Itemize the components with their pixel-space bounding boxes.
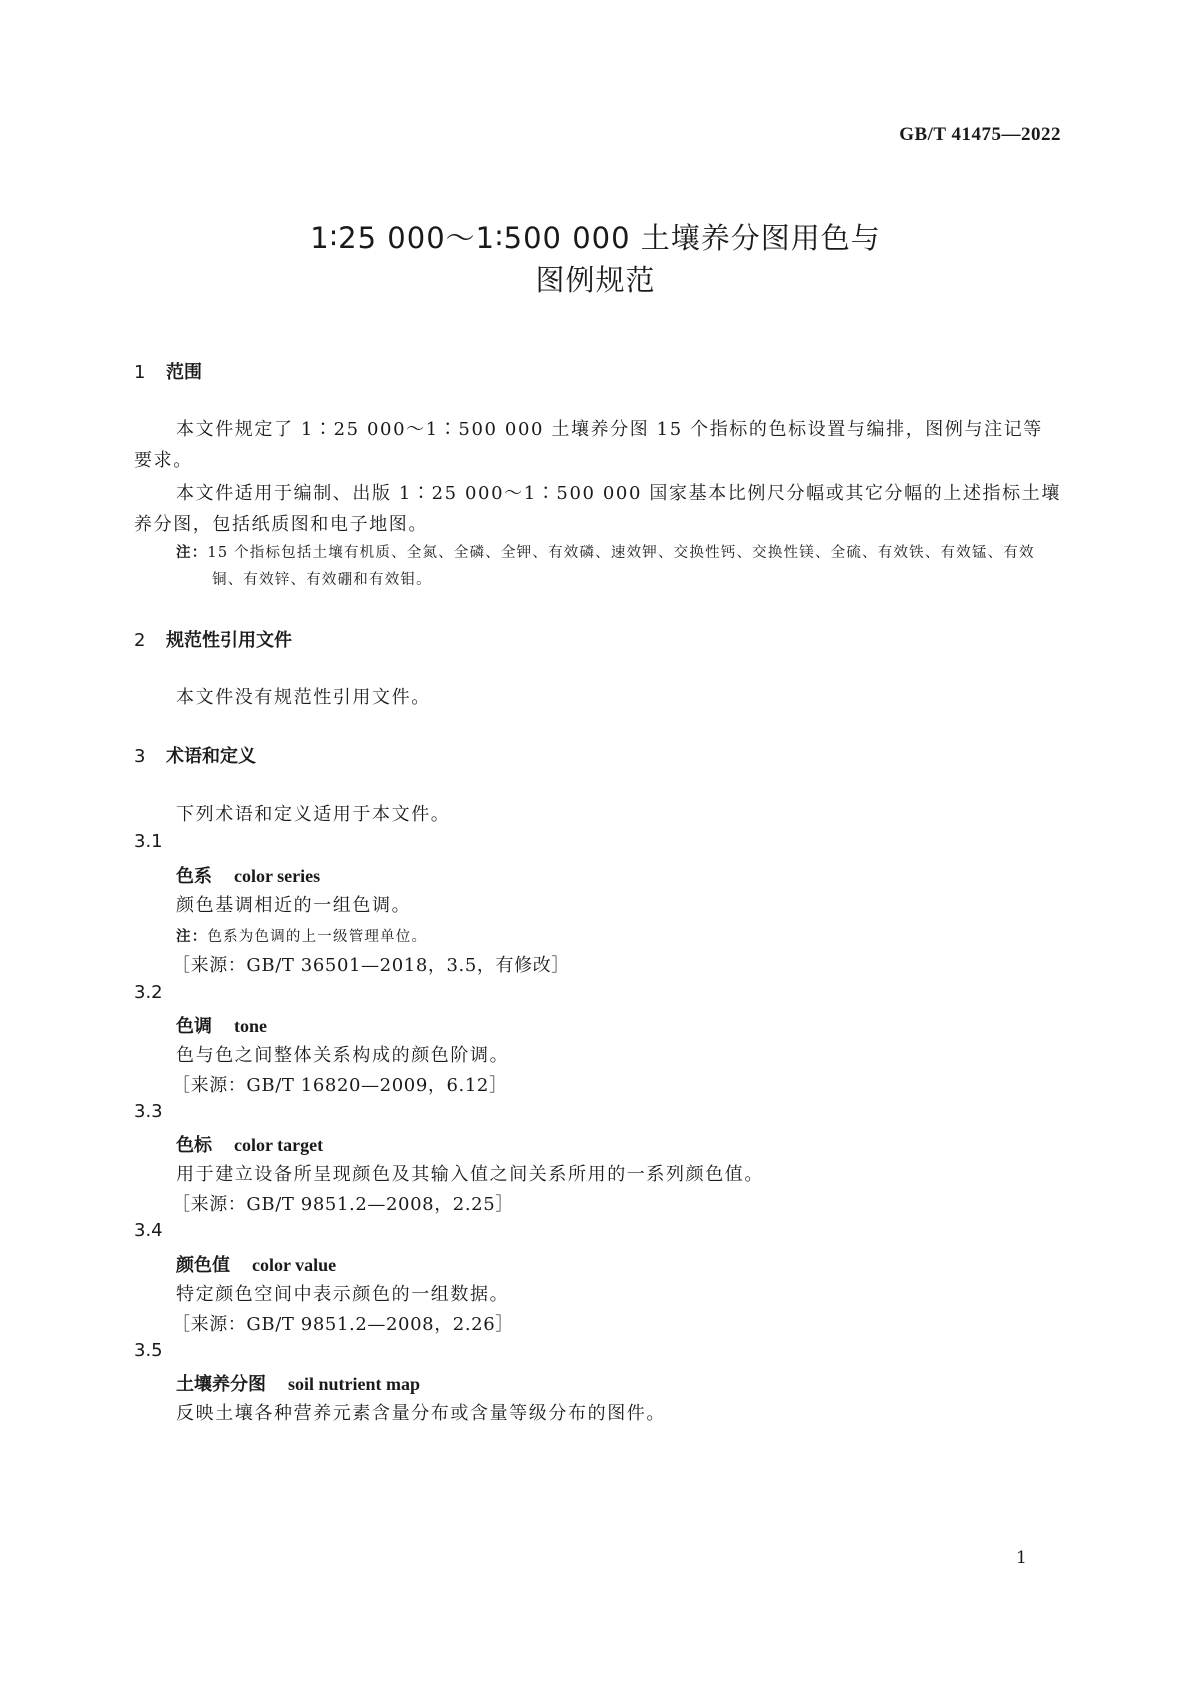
section-number: 2 (134, 630, 146, 651)
term-source: ［来源：GB/T 9851.2—2008，2.26］ (172, 1314, 514, 1335)
scope-note-line2: 铜、有效锌、有效硼和有效钼。 (212, 572, 432, 588)
note-text: 15 个指标包括土壤有机质、全氮、全磷、全钾、有效磷、速效钾、交换性钙、交换性镁、全硫、有效铁、有效锰、有效 (207, 545, 1035, 561)
scope-paragraph-1-line1: 本文件规定了 1∶25 000～1∶500 000 土壤养分图 15 个指标的色标设置与编排，图例与注记等 (176, 419, 1043, 440)
scope-paragraph-2-line2: 养分图，包括纸质图和电子地图。 (134, 514, 428, 535)
term-number: 3.5 (134, 1340, 163, 1361)
term-source: ［来源：GB/T 9851.2—2008，2.25］ (172, 1194, 514, 1215)
term-source: ［来源：GB/T 16820—2009，6.12］ (172, 1075, 508, 1096)
term-number: 3.3 (134, 1101, 163, 1122)
term-heading (176, 1251, 336, 1277)
terms-intro: 下列术语和定义适用于本文件。 (176, 804, 451, 825)
section-number: 1 (134, 362, 146, 383)
term-definition: 颜色基调相近的一组色调。 (176, 895, 412, 916)
term-en: color target (234, 1135, 324, 1155)
section-3-heading (134, 742, 256, 768)
term-en: soil nutrient map (288, 1374, 421, 1394)
term-number: 3.2 (134, 982, 163, 1003)
term-definition: 特定颜色空间中表示颜色的一组数据。 (176, 1284, 510, 1305)
term-zh: 土壤养分图 (176, 1374, 266, 1395)
scope-paragraph-1-line2: 要求。 (134, 450, 193, 471)
term-source: ［来源：GB/T 36501—2018，3.5，有修改］ (172, 955, 570, 976)
note-label: 注： (176, 929, 208, 945)
scope-paragraph-2-line1: 本文件适用于编制、出版 1∶25 000～1∶500 000 国家基本比例尺分幅或其它分幅的上述指标土壤 (176, 483, 1061, 504)
section-title: 规范性引用文件 (166, 630, 292, 651)
document-title-line1: 1∶25 000～1∶500 000 土壤养分图用色与 (310, 221, 881, 255)
term-heading (176, 1131, 323, 1157)
term-heading (176, 1012, 267, 1038)
term-number: 3.1 (134, 831, 163, 852)
normative-references-paragraph: 本文件没有规范性引用文件。 (176, 687, 431, 708)
term-en: tone (234, 1016, 267, 1036)
scope-note-line1 (176, 541, 1035, 562)
term-heading (176, 1370, 420, 1396)
note-label: 注： (176, 545, 208, 561)
term-note (176, 925, 427, 946)
term-definition: 反映土壤各种营养元素含量分布或含量等级分布的图件。 (176, 1403, 666, 1424)
section-2-heading (134, 626, 292, 652)
term-zh: 颜色值 (176, 1255, 230, 1276)
note-text: 色系为色调的上一级管理单位。 (207, 929, 428, 945)
term-number: 3.4 (134, 1220, 163, 1241)
term-en: color series (234, 866, 321, 886)
term-definition: 色与色之间整体关系构成的颜色阶调。 (176, 1045, 510, 1066)
section-number: 3 (134, 746, 146, 767)
section-title: 术语和定义 (166, 746, 256, 767)
page-number: 1 (1016, 1548, 1027, 1568)
term-zh: 色系 (176, 866, 212, 887)
term-heading (176, 862, 320, 888)
section-title: 范围 (166, 362, 202, 383)
term-en: color value (252, 1255, 337, 1275)
section-1-heading (134, 358, 202, 384)
term-zh: 色调 (176, 1016, 212, 1037)
term-definition: 用于建立设备所呈现颜色及其输入值之间关系所用的一系列颜色值。 (176, 1164, 764, 1185)
standard-code: GB/T 41475—2022 (899, 124, 1061, 145)
term-zh: 色标 (176, 1135, 212, 1156)
document-title-line2: 图例规范 (535, 263, 656, 297)
